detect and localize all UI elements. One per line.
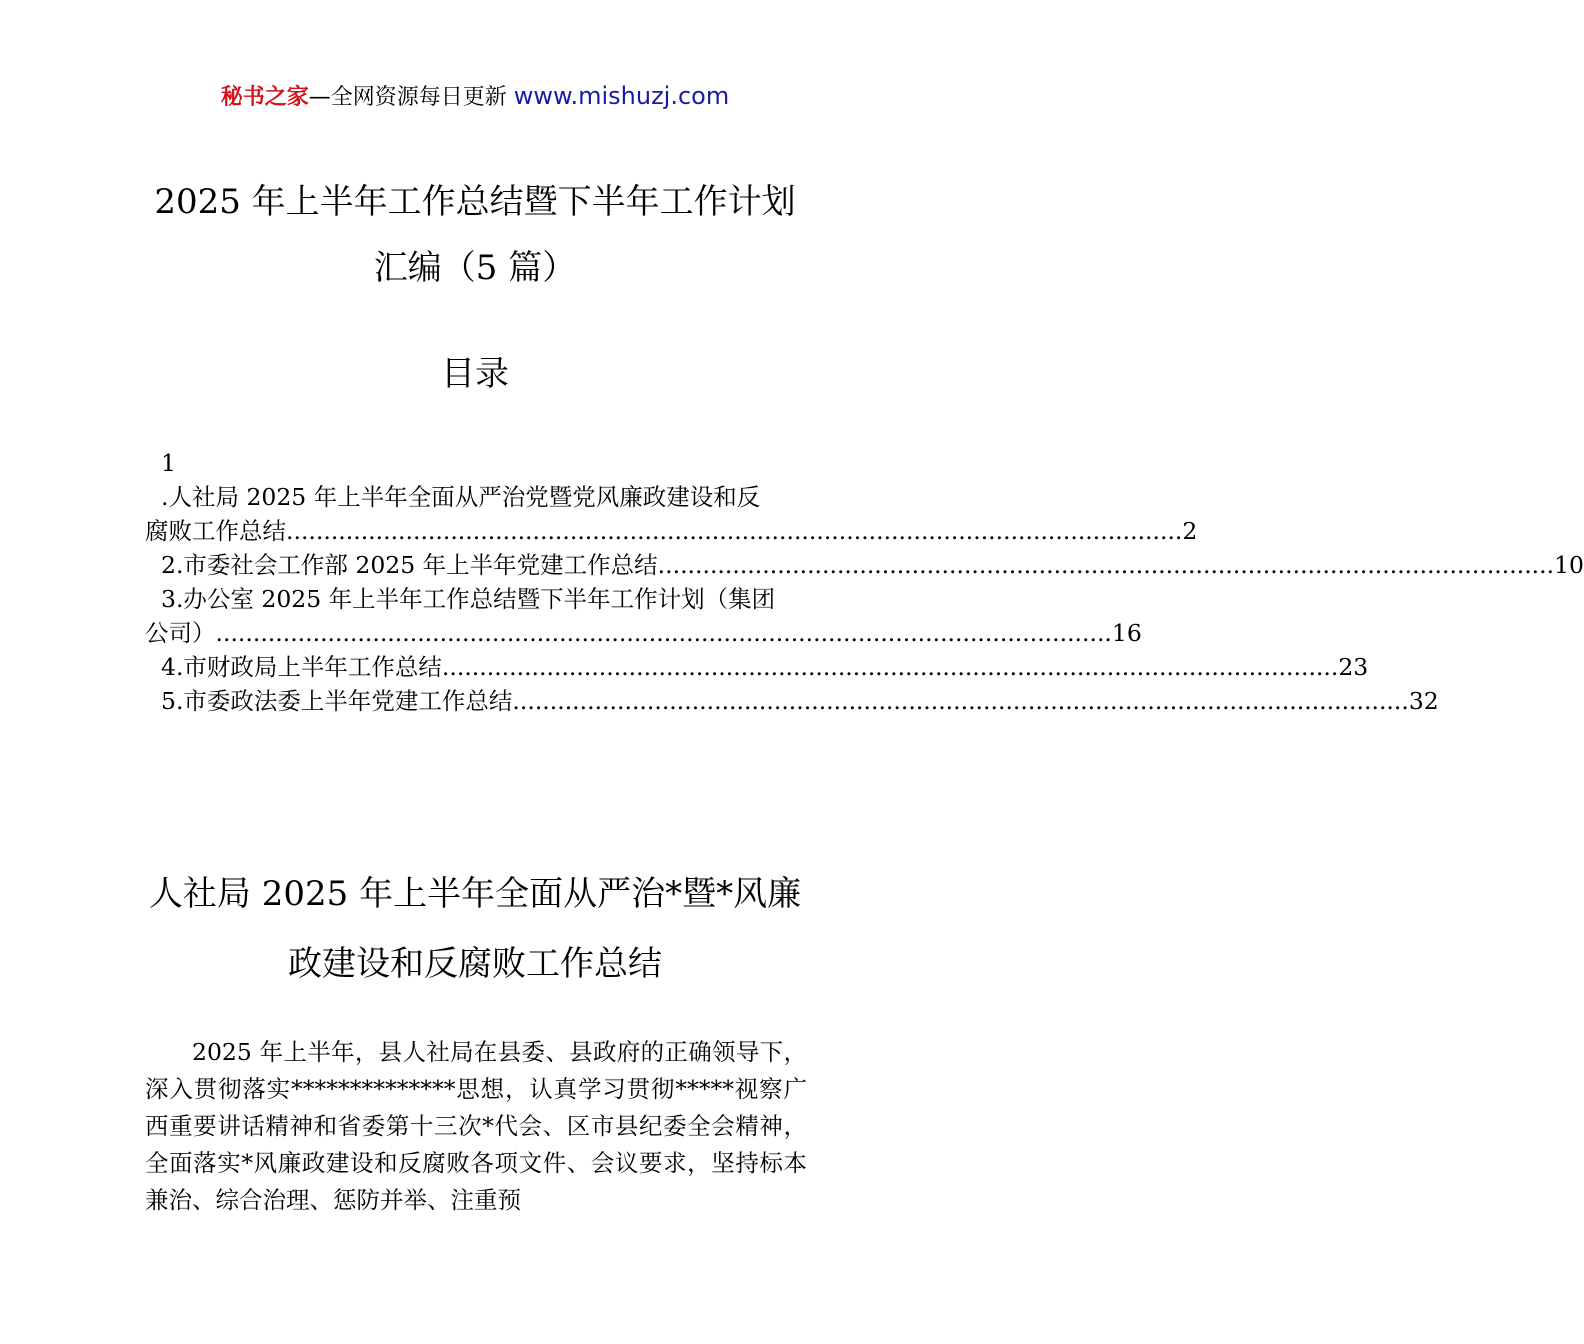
toc-item-2-text: 2.市委社会工作部 2025 年上半年党建工作总结 [161,551,658,579]
toc-leader-dots: ........................................................................................................................ [512,687,1409,715]
body-paragraph-container [145,1034,807,1219]
toc-leader-dots: ........................................................................................................................ [215,619,1112,647]
document-title-line-2: 汇编（5 篇） [373,248,577,288]
toc-number-1-label: 1 [161,449,176,477]
toc-leader-dots: ........................................................................................................................ [286,517,1183,545]
table-of-contents [145,446,1584,718]
toc-heading: 目录 [441,354,509,394]
toc-item-4[interactable] [145,650,1369,684]
body-paragraph: 2025 年上半年，县人社局在县委、县政府的正确领导下，深入贯彻落实**************思想，认真学习贯彻*****视察广西重要讲话精神和省委第十三次*代会、区市县纪委全会精神，全面落实*风廉政建设和反腐败各项文件、会议要求，坚持标本兼治、综合治理、惩防并举、注重预 [145,1038,807,1214]
toc-item-1-page: 2 [1182,517,1198,545]
section-title-line-2: 政建设和反腐败工作总结 [288,944,662,984]
toc-item-1-text: .人社局 2025 年上半年全面从严治党暨党风廉政建设和反 [161,483,761,511]
header-slogan: —全网资源每日更新 [308,85,514,110]
toc-item-5-page: 32 [1408,687,1439,715]
toc-item-3-page: 16 [1111,619,1142,647]
toc-item-1-line-2[interactable] [145,514,1198,548]
brand-name: 秘书之家 [220,85,309,110]
toc-item-3-text-cont: 公司） [145,619,216,647]
toc-item-3-line-2[interactable] [145,616,1142,650]
toc-leader-dots: ........................................................................................................................ [441,653,1339,681]
site-header [0,80,950,114]
toc-item-2[interactable] [145,548,1584,582]
toc-item-3-text: 3.办公室 2025 年上半年工作总结暨下半年工作计划（集团 [161,585,776,613]
section-title-line-1: 人社局 2025 年上半年全面从严治*暨*风廉 [148,874,802,914]
toc-item-3-line-1[interactable] [145,582,807,616]
toc-item-4-text: 4.市财政局上半年工作总结 [161,653,442,681]
site-url[interactable]: www.mishuzj.com [513,82,730,110]
toc-item-2-page: 10 [1554,551,1584,579]
toc-item-4-page: 23 [1338,653,1369,681]
document-title-line-1: 2025 年上半年工作总结暨下半年工作计划 [154,182,796,222]
toc-number-1 [145,446,807,480]
toc-item-5-text: 5.市委政法委上半年党建工作总结 [161,687,513,715]
toc-item-1-line-1[interactable] [145,480,807,514]
toc-item-1-text-cont: 腐败工作总结 [145,517,286,545]
toc-item-5[interactable] [145,684,1439,718]
toc-leader-dots: ........................................................................................................................ [657,551,1555,579]
